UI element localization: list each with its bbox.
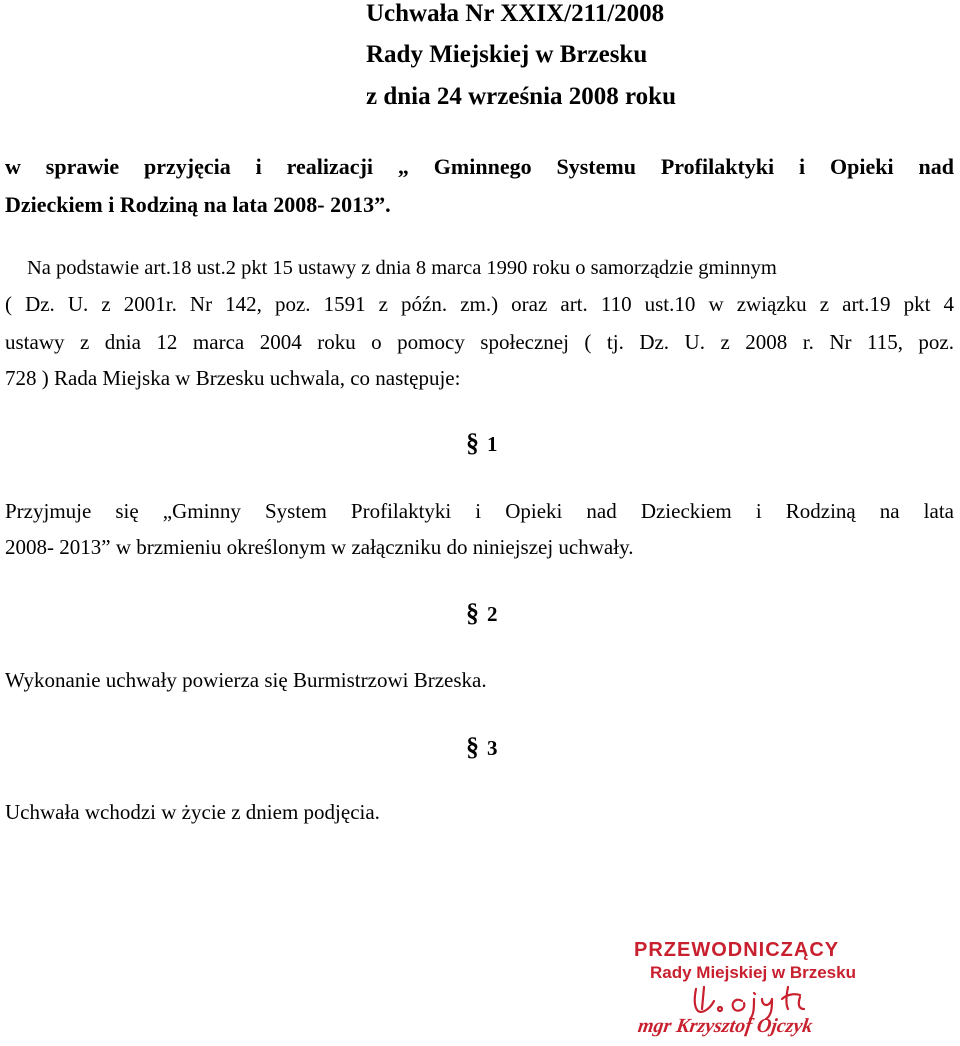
subject-line-1: w sprawie przyjęcia i realizacji „ Gminnego Systemu Profilaktyki i Opieki nad <box>5 154 954 179</box>
section-3-text: Uchwała wchodzi w życie z dniem podjęcia. <box>5 800 380 824</box>
section-number: 3 <box>487 736 498 760</box>
section-symbol: § <box>466 428 479 457</box>
section-2-text: Wykonanie uchwały powierza się Burmistrzowi Brzeska. <box>5 668 487 692</box>
section-3-heading <box>466 732 498 762</box>
council-name: Rady Miejskiej w Brzesku <box>366 41 648 68</box>
subject-line-2: Dzieckiem i Rodziną na lata 2008- 2013”. <box>5 192 391 217</box>
section-symbol: § <box>466 732 479 761</box>
stamp-title: PRZEWODNICZĄCY <box>634 939 840 961</box>
chairman-stamp <box>610 935 910 1045</box>
preamble-line-1: Na podstawie art.18 ust.2 pkt 15 ustawy z dnia 8 marca 1990 roku o samorządzie gminnym <box>27 257 777 279</box>
section-1-line-1: Przyjmuje się „Gminny System Profilaktyki i Opieki nad Dzieckiem i Rodziną na lata <box>5 499 954 523</box>
section-symbol: § <box>466 598 479 627</box>
stamp-signatory: mgr Krzysztof Ojczyk <box>636 1015 815 1037</box>
section-number: 1 <box>487 432 498 456</box>
preamble-line-4: 728 ) Rada Miejska w Brzesku uchwala, co następuje: <box>5 366 461 390</box>
preamble-line-3: ustawy z dnia 12 marca 2004 roku o pomocy społecznej ( tj. Dz. U. z 2008 r. Nr 115, poz. <box>5 330 954 354</box>
section-number: 2 <box>487 602 498 626</box>
preamble-line-2: ( Dz. U. z 2001r. Nr 142, poz. 1591 z późn. zm.) oraz art. 110 ust.10 w związku z art.19 pkt 4 <box>5 292 954 316</box>
section-1-line-2: 2008- 2013” w brzmieniu określonym w załączniku do niniejszej uchwały. <box>5 535 634 559</box>
resolution-number: Uchwała Nr XXIX/211/2008 <box>366 0 665 27</box>
resolution-date: z dnia 24 września 2008 roku <box>366 83 676 110</box>
stamp-council: Rady Miejskiej w Brzesku <box>650 963 856 982</box>
section-1-heading <box>466 428 498 458</box>
section-2-heading <box>466 598 498 628</box>
